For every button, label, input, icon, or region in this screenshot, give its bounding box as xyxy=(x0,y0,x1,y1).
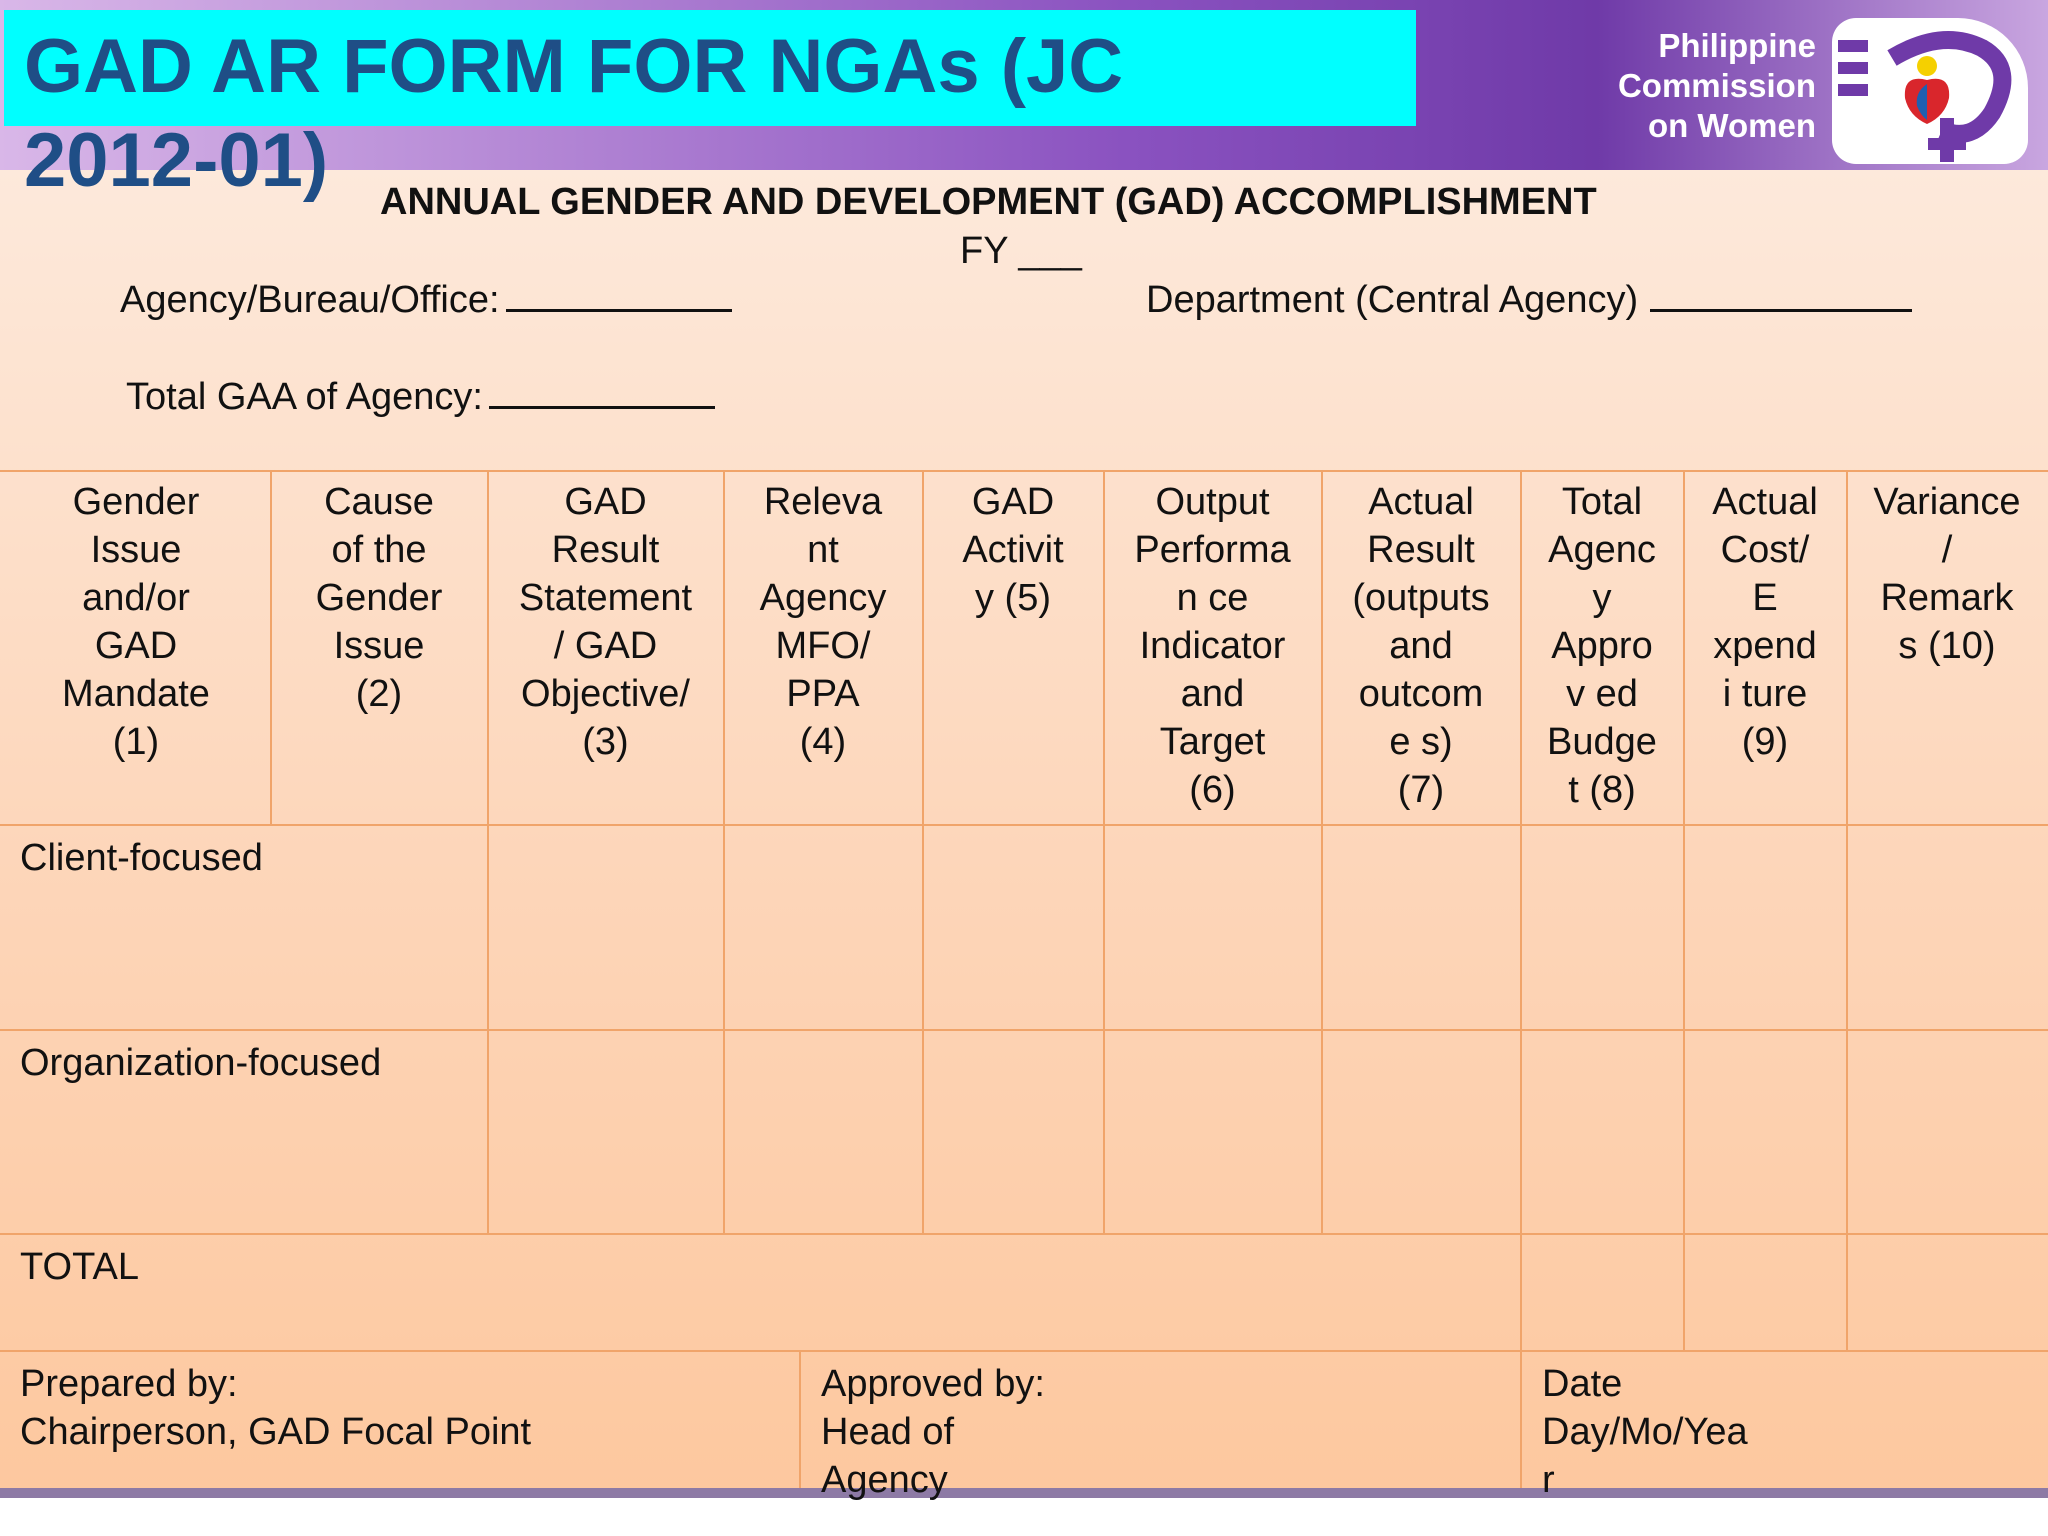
form-sheet xyxy=(0,170,2048,1488)
column-header xyxy=(1685,478,1845,766)
emblem-sun xyxy=(1917,56,1937,76)
emblem-bar xyxy=(1838,84,1868,96)
grid-line xyxy=(0,470,2048,472)
column-header-label: GAD Result Statement / GAD Objective/ (3) xyxy=(518,481,693,763)
column-header-label: Variance / Remark s (10) xyxy=(1873,481,2021,667)
emblem-cross xyxy=(1928,138,1966,150)
column-header xyxy=(272,478,486,718)
column-header-label: Total Agenc y Appro v ed Budge t (8) xyxy=(1547,481,1657,811)
column-header xyxy=(725,478,921,766)
grid-line xyxy=(0,1350,2048,1352)
row-label-total: TOTAL xyxy=(20,1246,139,1288)
column-header-label: Cause of the Gender Issue (2) xyxy=(315,481,443,715)
row-label-client-focused: Client-focused xyxy=(20,837,263,879)
grid-line xyxy=(799,1350,801,1488)
pcw-emblem-icon xyxy=(1832,18,2028,164)
pcw-logo xyxy=(1832,18,2028,164)
agency-label: Agency/Bureau/Office: xyxy=(120,279,500,321)
prepared-by: Prepared by: Chairperson, GAD Focal Point xyxy=(20,1363,532,1453)
row-label-organization-focused: Organization-focused xyxy=(20,1042,382,1084)
emblem-bar xyxy=(1838,40,1868,52)
grid-line xyxy=(0,824,2048,826)
logo-line: Commission xyxy=(1617,67,1816,104)
column-header xyxy=(4,478,268,766)
agency-blank[interactable] xyxy=(506,275,732,312)
department-field[interactable] xyxy=(1146,275,1912,323)
date-field: Date Day/Mo/Yea r xyxy=(1542,1363,1748,1501)
column-header xyxy=(1323,478,1519,814)
department-blank[interactable] xyxy=(1650,275,1912,312)
total-gaa-blank[interactable] xyxy=(489,372,715,409)
column-header-label: Actual Cost/ E xpend i ture (9) xyxy=(1712,481,1818,763)
column-header-label: Gender Issue and/or GAD Mandate (1) xyxy=(62,481,210,763)
total-gaa-label: Total GAA of Agency: xyxy=(126,376,483,418)
total-gaa-field[interactable] xyxy=(126,372,715,420)
column-header xyxy=(489,478,722,766)
emblem-bar xyxy=(1838,62,1868,74)
logo-line: Philippine xyxy=(1658,27,1816,64)
form-heading: ANNUAL GENDER AND DEVELOPMENT (GAD) ACCOMPLISHMENT xyxy=(380,181,1597,223)
department-label: Department (Central Agency) xyxy=(1146,279,1639,321)
column-header-label: GAD Activit y (5) xyxy=(962,481,1064,619)
logo-line: on Women xyxy=(1647,107,1816,144)
column-header-label: Actual Result (outputs and outcom e s) (7) xyxy=(1352,481,1490,811)
pcw-logo-text xyxy=(1580,26,1816,146)
column-header xyxy=(1522,478,1682,814)
column-header-label: Releva nt Agency MFO/ PPA (4) xyxy=(759,481,887,763)
page-title: GAD AR FORM FOR NGAs (JC 2012-01) xyxy=(24,24,1124,203)
grid-line xyxy=(0,1029,2048,1031)
column-header-label: Output Performa n ce Indicator and Target (6) xyxy=(1134,481,1291,811)
column-header xyxy=(924,478,1102,622)
grid-line xyxy=(0,1233,2048,1235)
column-header xyxy=(1105,478,1320,814)
fiscal-year-field[interactable]: FY ___ xyxy=(960,230,1082,272)
agency-field[interactable] xyxy=(120,275,732,323)
approved-by: Approved by: Head of Agency xyxy=(821,1363,1045,1501)
column-header xyxy=(1848,478,2046,670)
